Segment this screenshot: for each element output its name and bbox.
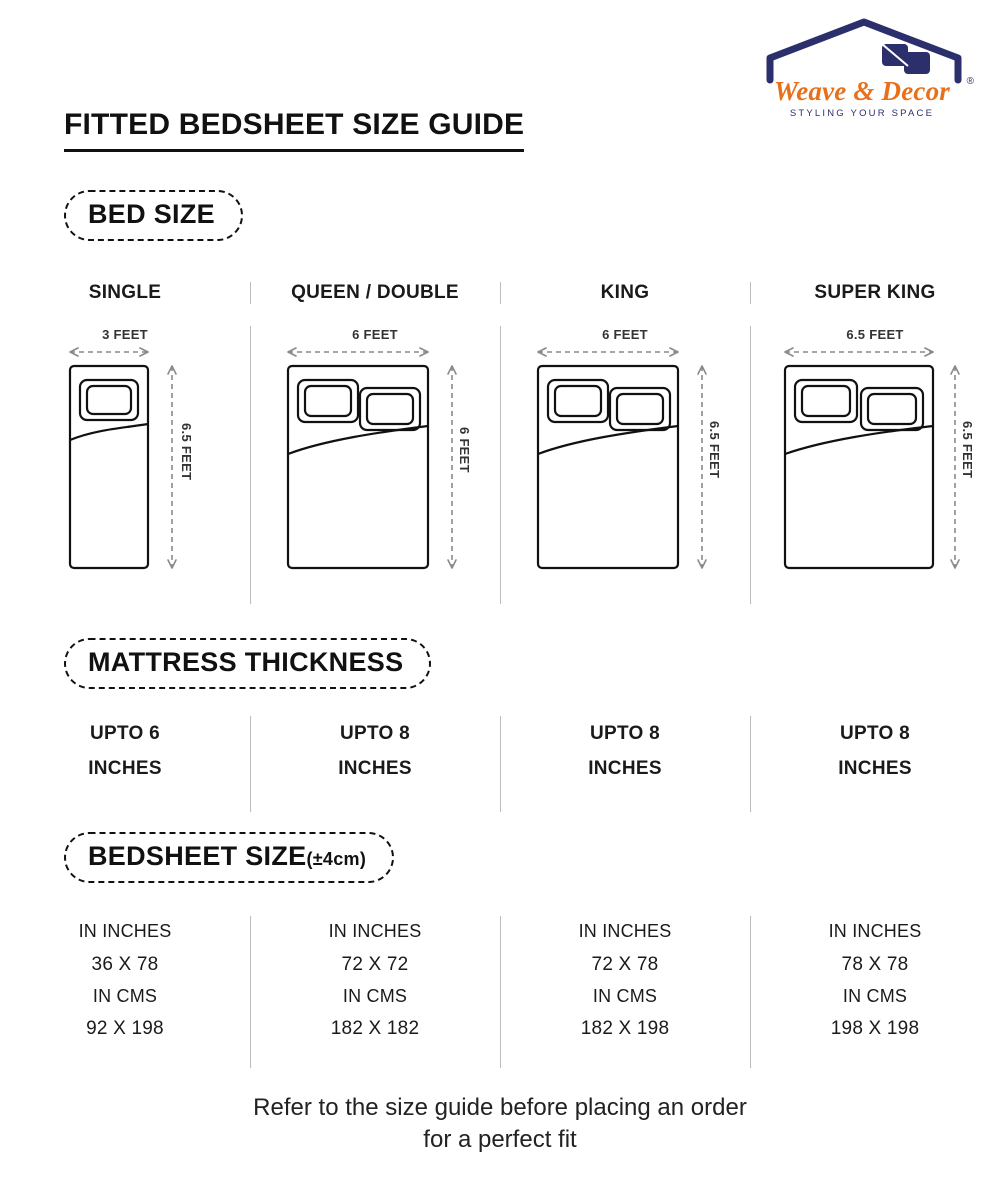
thickness-line-2: INCHES xyxy=(588,758,662,780)
width-dimension-label: 6 FEET xyxy=(352,327,398,342)
cms-label: IN CMS xyxy=(592,985,658,1006)
cms-value: 92 X 198 xyxy=(86,1018,164,1040)
length-dimension-label: 6.5 FEET xyxy=(179,423,194,481)
cms-label: IN CMS xyxy=(92,985,158,1006)
footer-line-2: for a perfect fit xyxy=(423,1126,577,1154)
inches-value: 36 X 78 xyxy=(91,953,159,975)
column-queen-double xyxy=(250,282,500,304)
cms-value: 198 X 198 xyxy=(830,1018,920,1040)
width-dimension-label: 6.5 FEET xyxy=(846,327,904,342)
thickness-line-2: INCHES xyxy=(838,758,912,780)
bed-cell-king xyxy=(500,326,750,604)
bedsheet-size-row xyxy=(0,916,1000,1046)
logo-tagline: STYLING YOUR SPACE xyxy=(789,108,935,119)
bedsheet-size-label: BEDSHEET SIZE xyxy=(88,841,307,871)
thickness-line-2: INCHES xyxy=(338,758,412,780)
section-heading-bed-size: BED SIZE xyxy=(64,190,243,241)
inches-label: IN INCHES xyxy=(578,921,672,941)
page-title: FITTED BEDSHEET SIZE GUIDE xyxy=(64,108,524,152)
column-label: QUEEN / DOUBLE xyxy=(291,282,459,303)
thickness-cell-super-king xyxy=(750,716,1000,786)
bed-cell-queen-double xyxy=(250,326,500,604)
footer-line-1: Refer to the size guide before placing an order xyxy=(253,1094,747,1121)
cms-value: 182 X 182 xyxy=(330,1018,420,1040)
inches-value: 72 X 78 xyxy=(591,953,659,975)
footer-note xyxy=(0,1092,1000,1157)
thickness-line-1: UPTO 6 xyxy=(89,723,161,744)
inches-label: IN INCHES xyxy=(78,921,172,941)
column-label: KING xyxy=(600,282,650,303)
cms-label: IN CMS xyxy=(342,985,408,1006)
thickness-cell-queen-double xyxy=(250,716,500,786)
bed-illustrations-row xyxy=(0,326,1000,604)
bed-size-column-headers xyxy=(0,282,1000,304)
section-heading-mattress-thickness: MATTRESS THICKNESS xyxy=(64,638,431,689)
column-label: SUPER KING xyxy=(814,282,936,303)
bed-diagram-queen xyxy=(280,344,470,576)
column-label: SINGLE xyxy=(88,282,162,303)
bedsheet-size-tolerance: (±4cm) xyxy=(306,849,367,869)
inches-value: 78 X 78 xyxy=(841,953,909,975)
logo-wordmark: Weave & Decor xyxy=(773,76,951,106)
thickness-line-2: INCHES xyxy=(88,758,162,780)
length-dimension-label: 6.5 FEET xyxy=(960,421,975,479)
thickness-cell-king xyxy=(500,716,750,786)
column-super-king xyxy=(750,282,1000,304)
bed-cell-single xyxy=(0,326,250,604)
bed-diagram-super-king xyxy=(777,344,973,576)
width-dimension-label: 3 FEET xyxy=(102,327,148,342)
thickness-line-1: UPTO 8 xyxy=(839,723,911,744)
column-single xyxy=(0,282,250,304)
mattress-thickness-row xyxy=(0,716,1000,786)
bed-diagram-single xyxy=(60,344,190,576)
inches-value: 72 X 72 xyxy=(341,953,409,975)
thickness-cell-single xyxy=(0,716,250,786)
logo-registered-mark: ® xyxy=(966,76,974,87)
section-heading-bedsheet-size xyxy=(64,832,394,883)
width-dimension-label: 6 FEET xyxy=(602,327,648,342)
inches-label: IN INCHES xyxy=(828,921,922,941)
length-dimension-label: 6 FEET xyxy=(457,427,472,473)
brand-logo xyxy=(764,18,974,128)
size-cell-queen-double xyxy=(250,916,500,1046)
size-cell-king xyxy=(500,916,750,1046)
thickness-line-1: UPTO 8 xyxy=(339,723,411,744)
bed-diagram-king xyxy=(530,344,720,576)
cms-value: 182 X 198 xyxy=(580,1018,670,1040)
column-king xyxy=(500,282,750,304)
length-dimension-label: 6.5 FEET xyxy=(707,421,722,479)
inches-label: IN INCHES xyxy=(328,921,422,941)
bed-cell-super-king xyxy=(750,326,1000,604)
size-cell-super-king xyxy=(750,916,1000,1046)
size-cell-single xyxy=(0,916,250,1046)
cms-label: IN CMS xyxy=(842,985,908,1006)
thickness-line-1: UPTO 8 xyxy=(589,723,661,744)
